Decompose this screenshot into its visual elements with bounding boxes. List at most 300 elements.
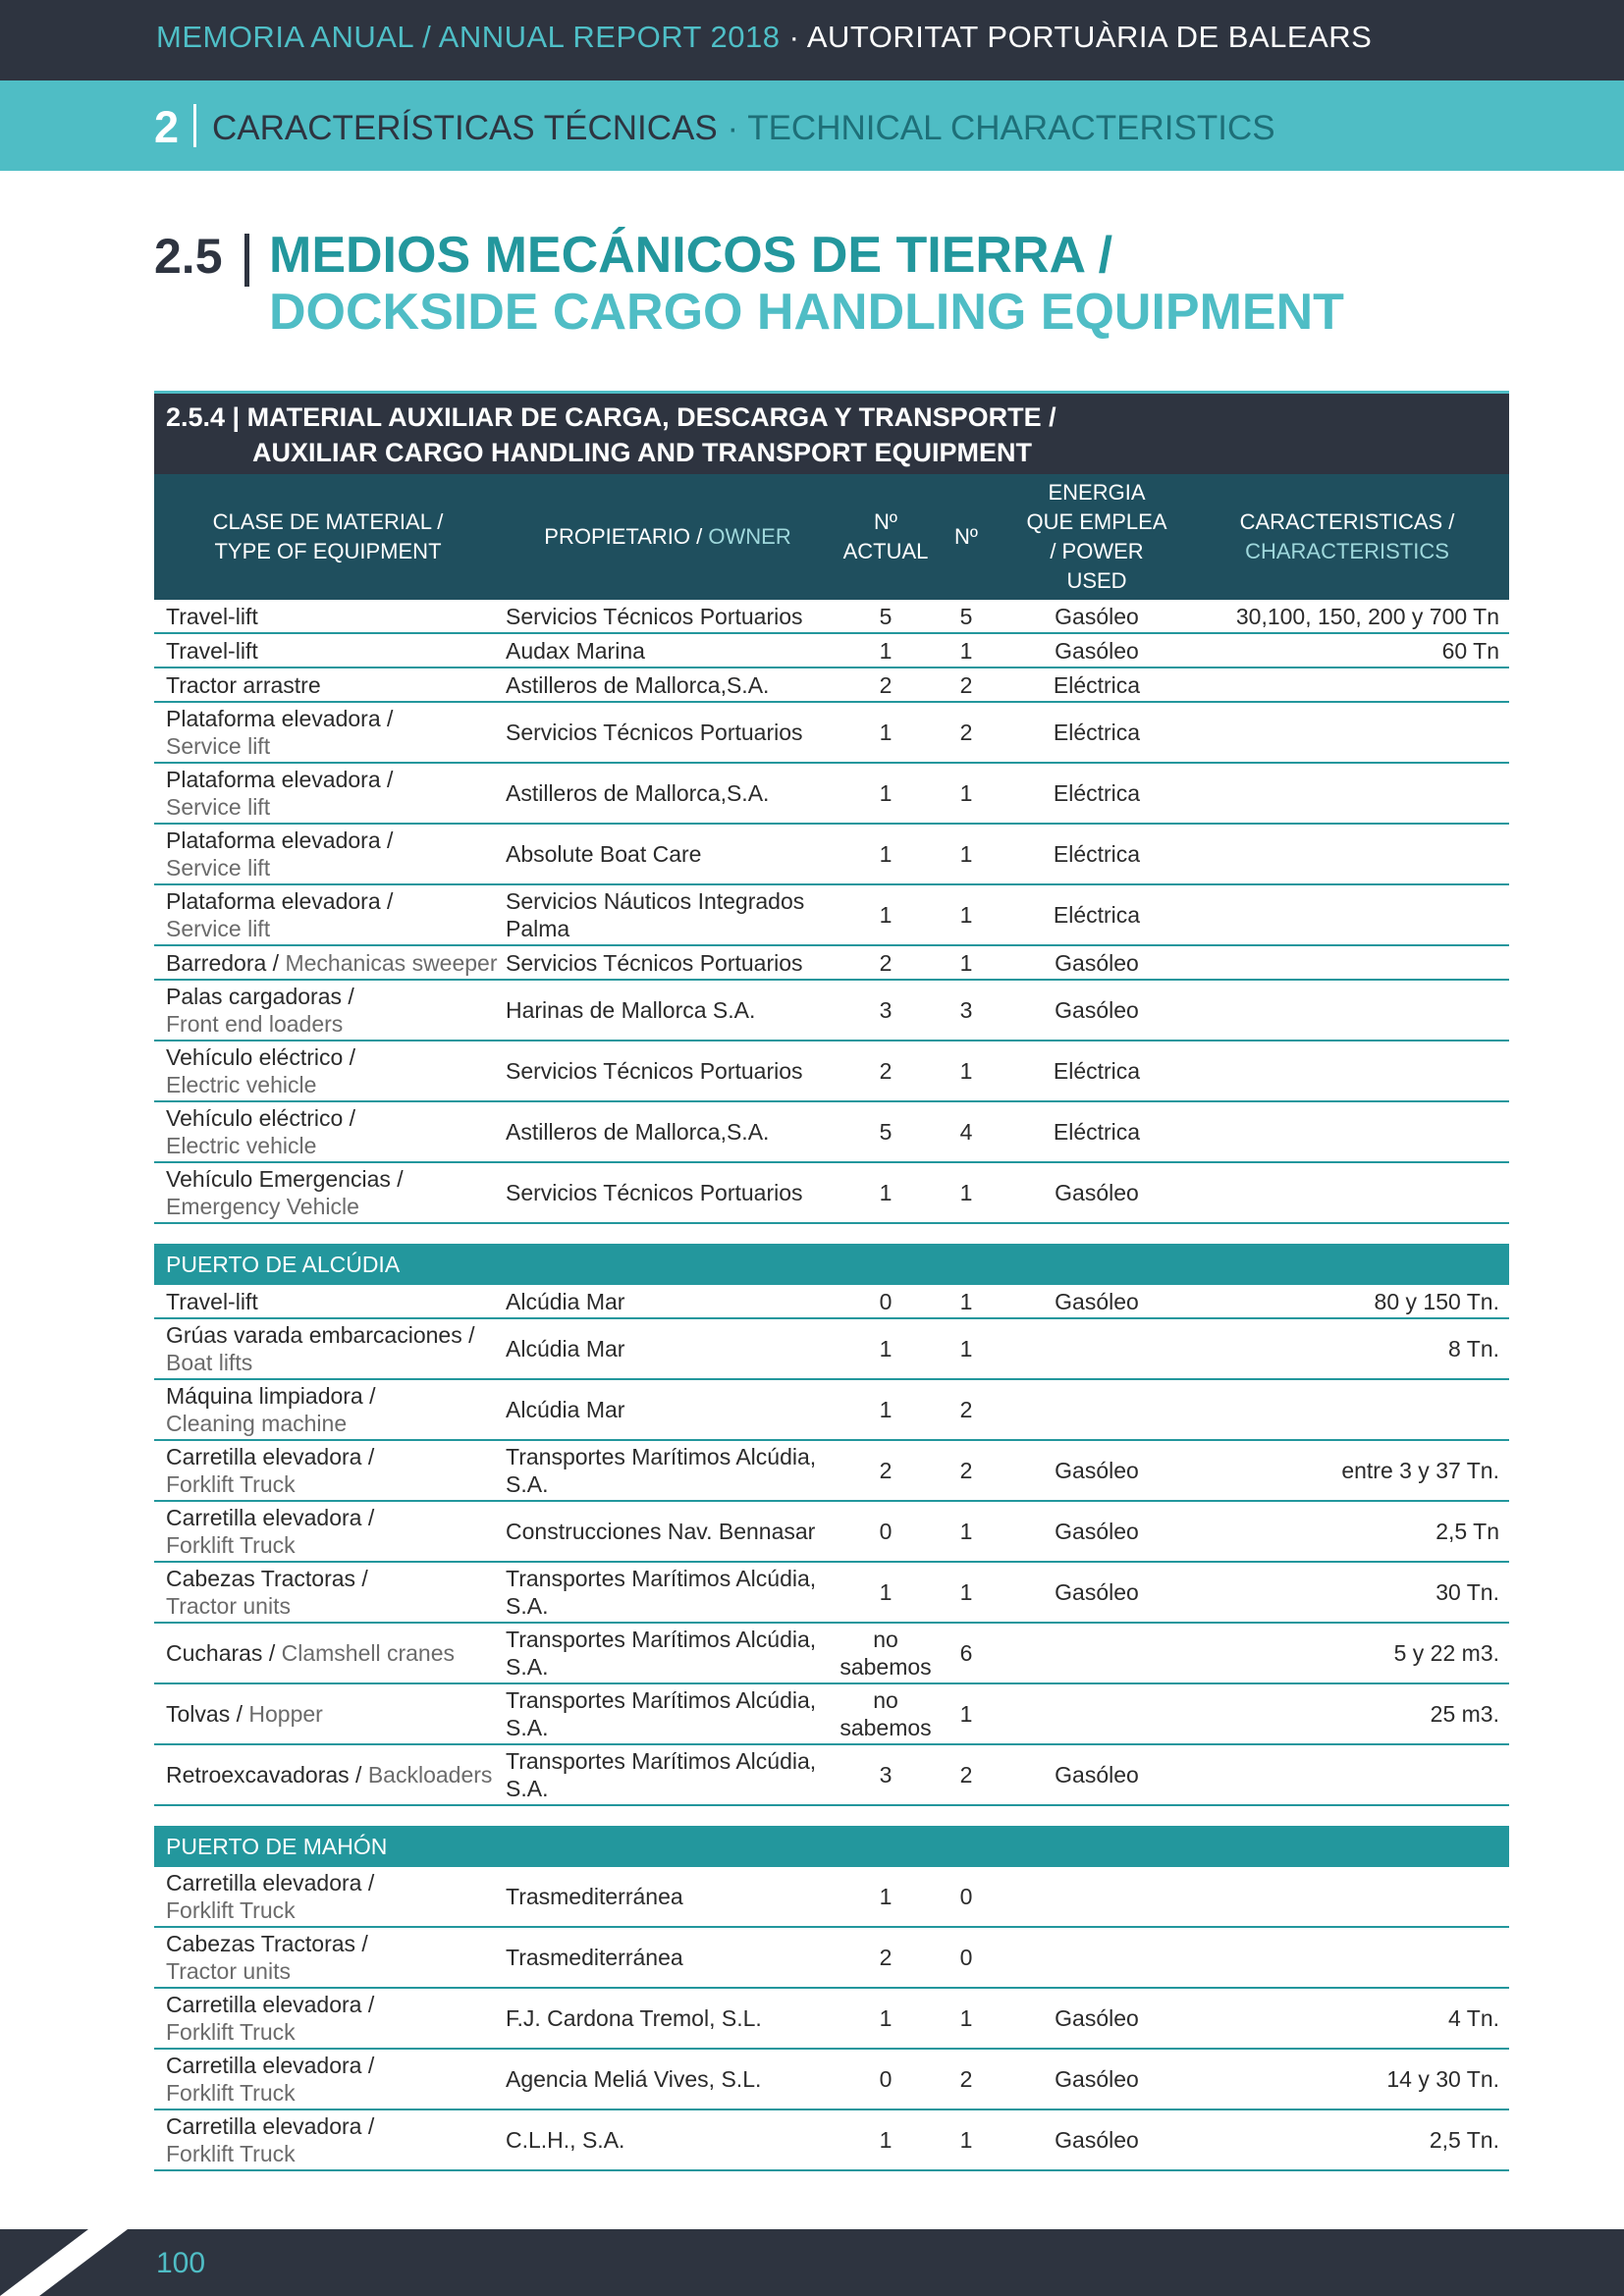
footer-stripe-graphic (0, 2229, 128, 2296)
header-en: ANNUAL REPORT 2018 (438, 20, 781, 54)
cell-equipment-type (166, 1441, 500, 1500)
cell-characteristics (1175, 1441, 1499, 1500)
count-text: 5 (959, 603, 973, 629)
owner-text: Transportes Marítimos Alcúdia, S.A. (506, 1566, 817, 1619)
count-text: 1 (959, 949, 973, 976)
cell-count (942, 764, 991, 823)
characteristics-text: 2,5 Tn (1435, 1519, 1499, 1544)
cell-energy (1018, 825, 1175, 883)
actual-count-text: 2 (879, 1058, 893, 1084)
energy-text: Eléctrica (1053, 1058, 1141, 1084)
cell-equipment-type (166, 1563, 500, 1622)
column-header-row (154, 474, 1509, 600)
actual-count-text: 1 (879, 841, 893, 867)
table-title-en: AUXILIAR CARGO HANDLING AND TRANSPORT EQUIPMENT (252, 438, 1032, 467)
cell-count (942, 1928, 991, 1987)
owner-text: Transportes Marítimos Alcúdia, S.A. (506, 1687, 817, 1740)
energy-text: Eléctrica (1053, 780, 1141, 806)
cell-count (942, 2050, 991, 2109)
cell-characteristics (1175, 1684, 1499, 1743)
count-text: 1 (959, 902, 973, 928)
cell-owner (506, 764, 844, 823)
cell-energy (1018, 1989, 1175, 2048)
table-row (154, 981, 1509, 1041)
actual-count-text: 1 (879, 1336, 893, 1362)
cell-count (942, 1163, 991, 1222)
cell-owner (506, 825, 844, 883)
cell-actual-count (841, 1319, 930, 1378)
cell-count (942, 885, 991, 944)
equipment-type-es: Máquina limpiadora / (166, 1383, 376, 1409)
cell-count (942, 1285, 991, 1317)
cell-owner (506, 1163, 844, 1222)
equipment-type-es: Plataforma elevadora / (166, 828, 394, 853)
cell-owner (506, 2110, 844, 2169)
cell-equipment-type (166, 1624, 500, 1682)
cell-energy (1018, 764, 1175, 823)
table-row (154, 764, 1509, 825)
equipment-type-es: Cabezas Tractoras / (166, 1931, 368, 1956)
cell-energy (1018, 1624, 1175, 1682)
actual-count-text: 2 (879, 1458, 893, 1483)
equipment-type-es: Grúas varada embarcaciones / (166, 1322, 475, 1348)
cell-equipment-type (166, 634, 500, 667)
cell-actual-count (841, 1928, 930, 1987)
cell-energy (1018, 1684, 1175, 1743)
cell-equipment-type (166, 1285, 500, 1317)
cell-equipment-type (166, 1041, 500, 1100)
col-n-header: Nº (954, 524, 978, 549)
cell-energy (1018, 668, 1175, 701)
owner-text: Servicios Técnicos Portuarios (506, 1058, 803, 1084)
col-type-es: CLASE DE MATERIAL / (212, 509, 444, 534)
cell-characteristics (1175, 946, 1499, 979)
col-energy-2: QUE EMPLEA (1026, 509, 1167, 534)
cell-count (942, 1745, 991, 1804)
actual-count-text: 5 (879, 1119, 893, 1145)
cell-equipment-type (166, 1502, 500, 1561)
cell-characteristics (1175, 2050, 1499, 2109)
table-row (154, 1163, 1509, 1224)
section-title-en: DOCKSIDE CARGO HANDLING EQUIPMENT (269, 284, 1344, 341)
table-row (154, 600, 1509, 634)
cell-characteristics (1175, 1502, 1499, 1561)
col-owner-en: OWNER (708, 524, 791, 549)
equipment-type-es: Travel-lift (166, 1288, 258, 1314)
actual-count-text: 1 (879, 1579, 893, 1605)
cell-owner (506, 600, 844, 632)
cell-energy (1018, 634, 1175, 667)
cell-energy (1018, 1319, 1175, 1378)
owner-text: Absolute Boat Care (506, 841, 702, 867)
group-header (154, 1244, 1509, 1285)
count-text: 1 (959, 1336, 973, 1362)
cell-actual-count (841, 668, 930, 701)
count-text: 2 (959, 671, 973, 698)
actual-count-text: no sabemos (839, 1687, 932, 1740)
chapter-number: 2 (154, 102, 180, 152)
table-row (154, 634, 1509, 668)
count-text: 1 (959, 637, 973, 664)
count-text: 1 (959, 1519, 973, 1544)
cell-characteristics (1175, 764, 1499, 823)
equipment-type-es: Vehículo eléctrico / (166, 1044, 356, 1070)
equipment-type-es: Vehículo eléctrico / (166, 1105, 356, 1131)
equipment-type-en: Forklift Truck (166, 1532, 296, 1558)
cell-count (942, 1102, 991, 1161)
table-row (154, 1319, 1509, 1380)
owner-text: Servicios Técnicos Portuarios (506, 603, 803, 629)
cell-count (942, 1380, 991, 1439)
table-row (154, 1867, 1509, 1928)
cell-energy (1018, 1285, 1175, 1317)
cell-count (942, 1989, 991, 2048)
actual-count-text: 0 (879, 2066, 893, 2092)
cell-actual-count (841, 981, 930, 1040)
col-owner-header (506, 522, 830, 552)
cell-characteristics (1175, 1928, 1499, 1987)
cell-owner (506, 1502, 844, 1561)
actual-count-text: 1 (879, 2005, 893, 2031)
equipment-type-es: Plataforma elevadora / (166, 888, 394, 914)
cell-count (942, 703, 991, 762)
count-text: 1 (959, 1701, 973, 1727)
equipment-type-es: Carretilla elevadora / (166, 1870, 375, 1896)
cell-owner (506, 981, 844, 1040)
table-row (154, 1989, 1509, 2050)
table-row (154, 1102, 1509, 1163)
report-header-text (156, 20, 1372, 55)
cell-owner (506, 634, 844, 667)
equipment-type-en: Clamshell cranes (281, 1640, 456, 1666)
equipment-type-en: Hopper (248, 1701, 323, 1727)
table-row (154, 1563, 1509, 1624)
cell-characteristics (1175, 1563, 1499, 1622)
cell-count (942, 1041, 991, 1100)
col-energy-3: / POWER (1050, 539, 1144, 563)
count-text: 1 (959, 1579, 973, 1605)
cell-characteristics (1175, 2110, 1499, 2169)
cell-characteristics (1175, 634, 1499, 667)
cell-equipment-type (166, 1867, 500, 1926)
cell-energy (1018, 946, 1175, 979)
equipment-type-es: Carretilla elevadora / (166, 1444, 375, 1469)
cell-characteristics (1175, 1102, 1499, 1161)
energy-text: Gasóleo (1055, 949, 1139, 976)
equipment-type-en: Forklift Truck (166, 2141, 296, 2166)
equipment-type-en: Forklift Truck (166, 1471, 296, 1497)
actual-count-text: 1 (879, 902, 893, 928)
chapter-bar (0, 80, 1624, 171)
energy-text: Eléctrica (1053, 1119, 1141, 1145)
cell-energy (1018, 1563, 1175, 1622)
table-row (154, 1502, 1509, 1563)
cell-energy (1018, 2110, 1175, 2169)
cell-energy (1018, 1928, 1175, 1987)
energy-text: Gasóleo (1055, 1762, 1139, 1788)
col-type-header (166, 507, 490, 566)
col-actual-1: Nº (874, 509, 897, 534)
cell-characteristics (1175, 1319, 1499, 1378)
table-row (154, 1041, 1509, 1102)
count-text: 2 (959, 2066, 973, 2092)
equipment-type-es: Tractor arrastre (166, 671, 321, 698)
cell-owner (506, 1102, 844, 1161)
count-text: 0 (959, 1945, 973, 1970)
cell-actual-count (841, 764, 930, 823)
cell-equipment-type (166, 885, 500, 944)
equipment-type-es: Palas cargadoras / (166, 984, 354, 1009)
energy-text: Gasóleo (1055, 1519, 1139, 1544)
cell-count (942, 668, 991, 701)
table-row (154, 1745, 1509, 1806)
cell-characteristics (1175, 1163, 1499, 1222)
cell-characteristics (1175, 1041, 1499, 1100)
cell-count (942, 1319, 991, 1378)
cell-actual-count (841, 1041, 930, 1100)
col-energy-1: ENERGIA (1048, 480, 1146, 505)
characteristics-text: 30 Tn. (1435, 1579, 1499, 1605)
cell-characteristics (1175, 981, 1499, 1040)
col-char-en: CHARACTERISTICS (1245, 539, 1449, 563)
cell-energy (1018, 1041, 1175, 1100)
table-row (154, 1441, 1509, 1502)
cell-equipment-type (166, 1102, 500, 1161)
header-org: · AUTORITAT PORTUÀRIA DE BALEARS (788, 20, 1373, 54)
energy-text: Gasóleo (1055, 997, 1139, 1023)
actual-count-text: no sabemos (839, 1627, 932, 1680)
characteristics-text: 30,100, 150, 200 y 700 Tn (1235, 603, 1499, 629)
cell-actual-count (841, 1624, 930, 1682)
equipment-type-inline (166, 949, 500, 977)
owner-text: Alcúdia Mar (506, 1397, 625, 1422)
table-body (154, 600, 1509, 2171)
count-text: 1 (959, 780, 973, 806)
col-actual-header (841, 507, 930, 566)
cell-equipment-type (166, 946, 500, 979)
cell-actual-count (841, 1684, 930, 1743)
characteristics-text: 14 y 30 Tn. (1386, 2066, 1499, 2092)
actual-count-text: 3 (879, 997, 893, 1023)
cell-actual-count (841, 1867, 930, 1926)
cell-energy (1018, 703, 1175, 762)
cell-energy (1018, 1502, 1175, 1561)
cell-equipment-type (166, 1380, 500, 1439)
equipment-type-en: Backloaders (367, 1762, 493, 1788)
actual-count-text: 1 (879, 637, 893, 664)
equipment-type-en: Tractor units (166, 1593, 291, 1619)
equipment-type-en: Emergency Vehicle (166, 1194, 359, 1219)
owner-text: Astilleros de Mallorca,S.A. (506, 780, 770, 806)
count-text: 1 (959, 1180, 973, 1205)
cell-energy (1018, 1441, 1175, 1500)
energy-text: Gasóleo (1055, 2127, 1139, 2153)
equipment-type-en: Front end loaders (166, 1011, 344, 1037)
count-text: 0 (959, 1884, 973, 1909)
owner-text: Audax Marina (506, 637, 645, 664)
equipment-type-es: Plataforma elevadora / (166, 767, 394, 792)
equipment-type-en: Tractor units (166, 1958, 291, 1984)
count-text: 2 (959, 1762, 973, 1788)
cell-characteristics (1175, 1624, 1499, 1682)
cell-count (942, 1867, 991, 1926)
header-es: MEMORIA ANUAL / (156, 20, 432, 54)
section-divider (244, 234, 249, 287)
cell-equipment-type (166, 600, 500, 632)
actual-count-text: 1 (879, 1180, 893, 1205)
cell-energy (1018, 1745, 1175, 1804)
cell-count (942, 1624, 991, 1682)
cell-equipment-type (166, 2050, 500, 2109)
cell-energy (1018, 981, 1175, 1040)
actual-count-text: 1 (879, 1884, 893, 1909)
cell-actual-count (841, 2050, 930, 2109)
cell-equipment-type (166, 2110, 500, 2169)
cell-owner (506, 2050, 844, 2109)
col-type-en: TYPE OF EQUIPMENT (214, 539, 442, 563)
page-number: 100 (156, 2247, 206, 2279)
section-number: 2.5 (154, 229, 223, 284)
table-row (154, 1928, 1509, 1989)
actual-count-text: 1 (879, 780, 893, 806)
table-row (154, 2050, 1509, 2110)
cell-count (942, 825, 991, 883)
cell-actual-count (841, 1163, 930, 1222)
cell-actual-count (841, 825, 930, 883)
energy-text: Gasóleo (1055, 1579, 1139, 1605)
cell-equipment-type (166, 981, 500, 1040)
cell-equipment-type (166, 1989, 500, 2048)
cell-energy (1018, 1380, 1175, 1439)
equipment-type-es: Carretilla elevadora / (166, 2113, 375, 2139)
cell-actual-count (841, 2110, 930, 2169)
cell-owner (506, 1989, 844, 2048)
equipment-type-inline (166, 1639, 500, 1667)
cell-owner (506, 1380, 844, 1439)
owner-text: Trasmediterránea (506, 1884, 683, 1909)
equipment-type-en: Electric vehicle (166, 1072, 317, 1097)
cell-actual-count (841, 600, 930, 632)
page-footer (0, 2229, 1624, 2296)
cell-energy (1018, 1163, 1175, 1222)
owner-text: Transportes Marítimos Alcúdia, S.A. (506, 1444, 817, 1497)
equipment-type-en: Mechanicas sweeper (285, 949, 498, 976)
cell-characteristics (1175, 1989, 1499, 2048)
energy-text: Eléctrica (1053, 720, 1141, 745)
report-header-bar (0, 0, 1624, 80)
equipment-type-en: Service lift (166, 733, 271, 759)
equipment-type-en: Forklift Truck (166, 1897, 296, 1923)
equipment-type-es: Cabezas Tractoras / (166, 1566, 368, 1591)
equipment-type-es: Travel-lift (166, 637, 258, 664)
equipment-type-inline (166, 1761, 500, 1789)
cell-actual-count (841, 885, 930, 944)
table-row (154, 703, 1509, 764)
cell-actual-count (841, 1285, 930, 1317)
table-title-es: 2.5.4 | MATERIAL AUXILIAR DE CARGA, DESCARGA Y TRANSPORTE / (166, 402, 1056, 432)
cell-characteristics (1175, 1285, 1499, 1317)
equipment-type-es: Plataforma elevadora / (166, 706, 394, 731)
energy-text: Eléctrica (1053, 671, 1141, 698)
cell-equipment-type (166, 1928, 500, 1987)
equipment-type-es: Retroexcavadoras / (166, 1762, 362, 1788)
equipment-type-en: Electric vehicle (166, 1133, 317, 1158)
cell-owner (506, 1745, 844, 1804)
owner-text: Alcúdia Mar (506, 1336, 625, 1362)
equipment-type-es: Cucharas / (166, 1640, 276, 1666)
table-row (154, 946, 1509, 981)
characteristics-text: 2,5 Tn. (1429, 2127, 1499, 2153)
cell-owner (506, 1624, 844, 1682)
count-text: 1 (959, 1058, 973, 1084)
energy-text: Eléctrica (1053, 902, 1141, 928)
col-energy-header (1018, 478, 1175, 596)
owner-text: Alcúdia Mar (506, 1288, 625, 1314)
table-row (154, 1285, 1509, 1319)
count-text: 6 (959, 1640, 973, 1666)
group-header (154, 1826, 1509, 1867)
equipment-type-en: Forklift Truck (166, 2080, 296, 2106)
owner-text: Servicios Náuticos Integrados Palma (506, 888, 805, 941)
cell-actual-count (841, 1563, 930, 1622)
cell-equipment-type (166, 764, 500, 823)
chapter-title-en: · TECHNICAL CHARACTERISTICS (727, 109, 1275, 147)
equipment-type-es: Barredora / (166, 949, 280, 976)
owner-text: Servicios Técnicos Portuarios (506, 1180, 803, 1205)
equipment-type-es: Vehículo Emergencias / (166, 1166, 404, 1192)
cell-count (942, 1684, 991, 1743)
energy-text: Gasóleo (1055, 2066, 1139, 2092)
cell-energy (1018, 1867, 1175, 1926)
cell-owner (506, 703, 844, 762)
energy-text: Gasóleo (1055, 1288, 1139, 1314)
cell-energy (1018, 600, 1175, 632)
owner-text: Trasmediterránea (506, 1945, 683, 1970)
cell-owner (506, 1684, 844, 1743)
characteristics-text: 8 Tn. (1448, 1336, 1499, 1362)
cell-owner (506, 668, 844, 701)
cell-actual-count (841, 1745, 930, 1804)
cell-actual-count (841, 1989, 930, 2048)
col-energy-4: USED (1066, 568, 1127, 593)
cell-energy (1018, 2050, 1175, 2109)
equipment-type-es: Carretilla elevadora / (166, 2053, 375, 2078)
cell-owner (506, 1928, 844, 1987)
cell-count (942, 981, 991, 1040)
characteristics-text: 60 Tn (1441, 637, 1499, 664)
characteristics-text: entre 3 y 37 Tn. (1341, 1458, 1499, 1483)
actual-count-text: 2 (879, 671, 893, 698)
equipment-type-en: Forklift Truck (166, 2019, 296, 2045)
equipment-type-es: Tolvas / (166, 1701, 243, 1727)
chapter-title-es: CARACTERÍSTICAS TÉCNICAS (212, 109, 718, 147)
energy-text: Gasóleo (1055, 1180, 1139, 1205)
chapter-divider (193, 104, 196, 147)
table-title-bar (154, 391, 1509, 474)
owner-text: C.L.H., S.A. (506, 2127, 625, 2153)
cell-characteristics (1175, 825, 1499, 883)
characteristics-text: 5 y 22 m3. (1393, 1640, 1499, 1666)
group-header-label: PUERTO DE ALCÚDIA (166, 1252, 401, 1277)
count-text: 3 (959, 997, 973, 1023)
cell-count (942, 2110, 991, 2169)
actual-count-text: 1 (879, 720, 893, 745)
cell-equipment-type (166, 1745, 500, 1804)
col-char-es: CARACTERISTICAS / (1239, 509, 1455, 534)
chapter-title (212, 109, 1275, 148)
cell-equipment-type (166, 1319, 500, 1378)
cell-count (942, 1502, 991, 1561)
